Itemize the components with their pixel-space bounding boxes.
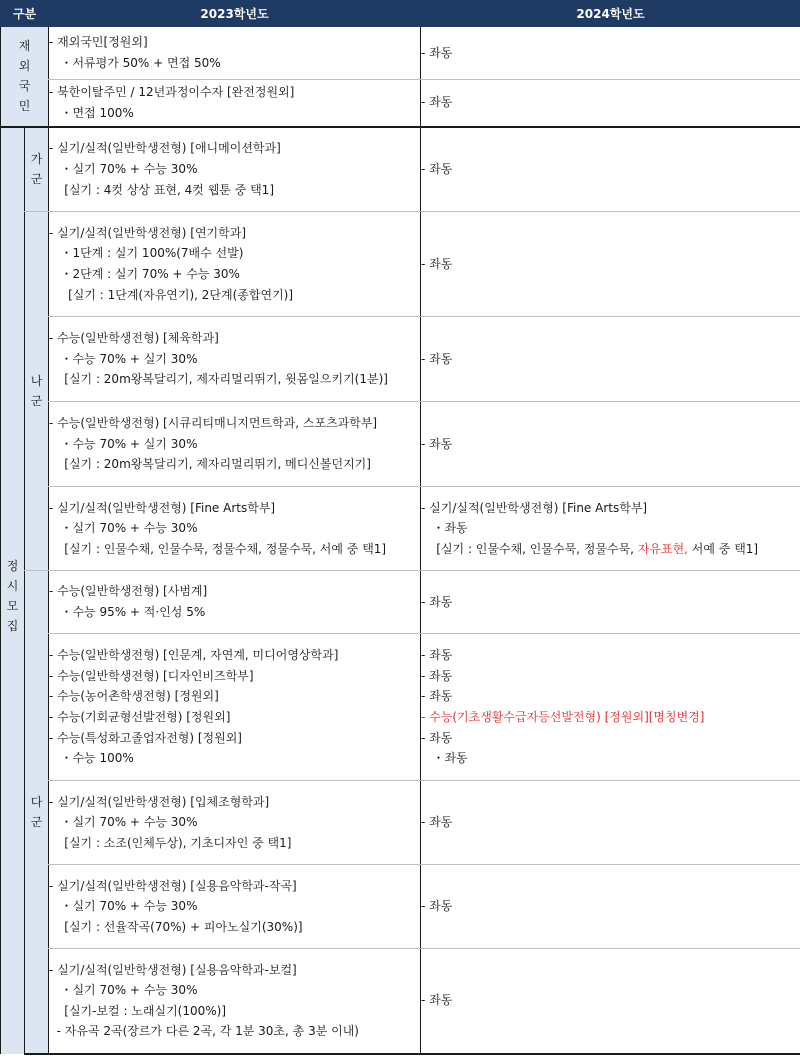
cell-2024: - 좌동 (421, 571, 800, 634)
cell-2024: - 좌동 (421, 212, 800, 317)
table-row (1, 634, 800, 781)
cell-2023: - 수능(일반학생전형) [인문계, 자연계, 미디어영상학과] - 수능(일반학생전형) [디자인비즈학부] - 수능(농어촌학생전형) [정원외] - 수능(기회균형선발전형) [정원외] - 수능(특성화고졸업자전형) [정원외] ・수능 100% (49, 634, 421, 781)
cell-2024: - 좌동 (421, 127, 800, 212)
cell-2024: - 좌동 (421, 402, 800, 487)
cell-2023: - 북한이탈주민 / 12년과정이수자 [완전정원외] ・면접 100% (49, 80, 421, 127)
header-2023: 2023학년도 (49, 1, 421, 27)
table-row (1, 317, 800, 402)
cell-2024: - 좌동 (421, 80, 800, 127)
cell-2023: - 실기/실적(일반학생전형) [Fine Arts학부] ・실기 70% + 수능 30% [실기 : 인물수채, 인물수묵, 정물수채, 정물수묵, 서예 중 택1] (49, 487, 421, 571)
cell-2024: - 좌동 (421, 865, 800, 949)
cell-2023: - 실기/실적(일반학생전형) [애니메이션학과] ・실기 70% + 수능 30% [실기 : 4컷 상상 표현, 4컷 웹툰 중 택1] (49, 127, 421, 212)
renamed-track: - 수능(기초생활수급자등선발전형) [정원외][명칭변경] (421, 710, 705, 724)
cell-2023: - 수능(일반학생전형) [체육학과] ・수능 70% + 실기 30% [실기 : 20m왕복달리기, 제자리멀리뛰기, 윗몸일으키기(1분)] (49, 317, 421, 402)
cell-2024: - 좌동 - 좌동 - 좌동 - 수능(기초생활수급자등선발전형) [정원외][명칭변경] - 좌동 ・좌동 (421, 634, 800, 781)
cell-2023: - 실기/실적(일반학생전형) [실용음악학과-작곡] ・실기 70% + 수능 30% [실기 : 선율작곡(70%) + 피아노실기(30%)] (49, 865, 421, 949)
table-row (1, 949, 800, 1054)
cell-2023: - 실기/실적(일반학생전형) [입체조형학과] ・실기 70% + 수능 30% [실기 : 소조(인체두상), 기초디자인 중 택1] (49, 781, 421, 865)
cell-2023: - 수능(일반학생전형) [사범계] ・수능 95% + 적·인성 5% (49, 571, 421, 634)
section-da-label: 다 군 (25, 571, 49, 1054)
header-row (1, 1, 800, 27)
cell-2023: - 재외국민[정원외] ・서류평가 50% + 면접 50% (49, 27, 421, 80)
header-category: 구분 (1, 1, 49, 27)
table-row (1, 571, 800, 634)
table-row (1, 212, 800, 317)
section-jeongsi-label: 정 시 모 집 (1, 127, 25, 1054)
table-row (1, 27, 800, 80)
cell-2024: - 좌동 (421, 27, 800, 80)
cell-2024: - 좌동 (421, 317, 800, 402)
cell-2024: - 좌동 (421, 781, 800, 865)
table-row (1, 487, 800, 571)
table-row (1, 402, 800, 487)
section-na-label: 나 군 (25, 212, 49, 571)
table-row (1, 127, 800, 212)
fine-arts-detail: [실기 : 인물수채, 인물수묵, 정물수묵, 자유표현, 서예 중 택1] (421, 541, 759, 556)
section-overseas-label: 재 외 국 민 (1, 27, 49, 127)
section-ga-label: 가 군 (25, 127, 49, 212)
table-row (1, 865, 800, 949)
table-row (1, 80, 800, 127)
cell-2023: - 수능(일반학생전형) [시큐리티매니지먼트학과, 스포츠과학부] ・수능 70% + 실기 30% [실기 : 20m왕복달리기, 제자리멀리뛰기, 메디신볼던지기] (49, 402, 421, 487)
cell-2023: - 실기/실적(일반학생전형) [실용음악학과-보컬] ・실기 70% + 수능 30% [실기-보컬 : 노래실기(100%)] - 자유곡 2곡(장르가 다른 2곡, 각 1분 30초, 총 3분 이내) (49, 949, 421, 1054)
table-row (1, 781, 800, 865)
cell-2023: - 실기/실적(일반학생전형) [연기학과] ・1단계 : 실기 100%(7배수 선발) ・2단계 : 실기 70% + 수능 30% [실기 : 1단계(자유연기), 2단계(종합연기)] (49, 212, 421, 317)
changed-highlight: 자유표현, (637, 541, 688, 556)
cell-2024: - 좌동 (421, 949, 800, 1054)
header-2024: 2024학년도 (421, 1, 800, 27)
cell-2024: - 실기/실적(일반학생전형) [Fine Arts학부] ・좌동 [실기 : 인물수채, 인물수묵, 정물수묵, 자유표현, 서예 중 택1] (421, 487, 800, 571)
